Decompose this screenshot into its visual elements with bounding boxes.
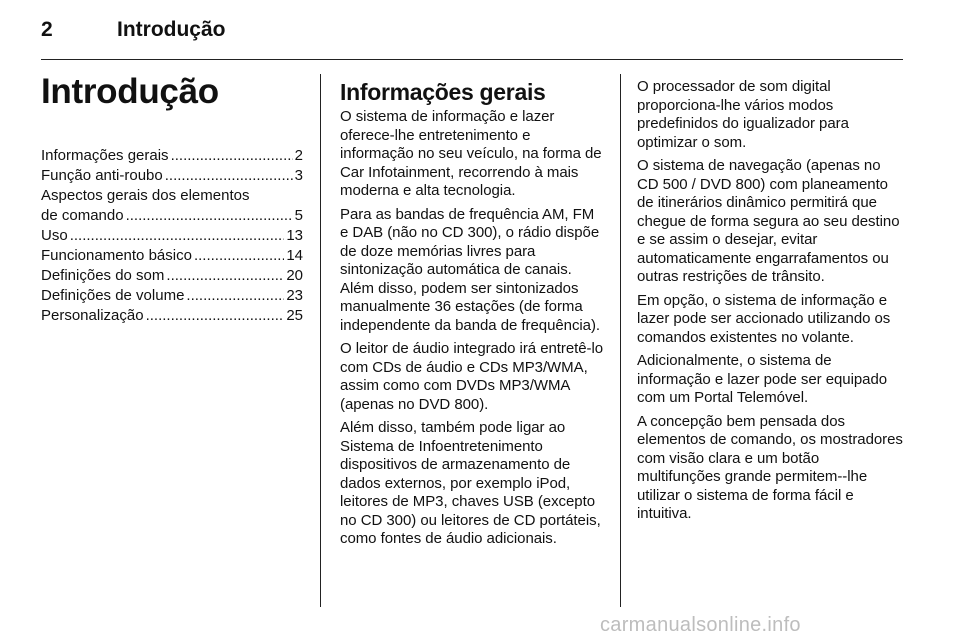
toc-entry-label: Definições do som [41,267,165,284]
toc-entry-label: de comando [41,207,124,224]
toc-entry[interactable] [41,186,303,226]
toc-entry-label: Aspectos gerais dos elementos [41,187,250,204]
header-rule [41,59,903,60]
paragraph: Para as bandas de frequência AM, FM e DAB (não no CD 300), o rádio dispõe de doze memórias livres para sintonização automática de canais. Além disso, podem ser sintonizados manualmente 36 estações (de forma independente da banda de frequência). [340,205,601,334]
page-header [41,18,921,48]
toc-page-number: 3 [294,167,303,184]
table-of-contents [41,146,303,326]
toc-leader-dots [194,246,284,266]
toc-column [41,72,303,326]
toc-entry[interactable] [41,226,303,246]
paragraph: Além disso, também pode ligar ao Sistema de Infoentretenimento dispositivos de armazenamento de dados externos, por exemplo iPod, leitores de MP3, chaves USB (excepto no CD 300) ou leitores de CD portáteis, como fontes de áudio adicionais. [340,419,601,547]
toc-entry-label: Personalização [41,307,144,324]
text-column-middle [340,78,605,554]
paragraph: O sistema de informação e lazer oferece-lhe entretenimento e informação no seu veículo, na forma de Car Infotainment, recorrendo à mais moderna e alta tecnologia. [340,108,602,199]
toc-entry[interactable] [41,246,303,266]
toc-page-number: 2 [294,147,303,164]
toc-leader-dots [166,266,284,286]
paragraph: Em opção, o sistema de informação e lazer pode ser accionado utilizando os comandos existentes no volante. [637,291,891,346]
toc-entry-label: Função anti-roubo [41,167,163,184]
toc-entry-label: Funcionamento básico [41,247,192,264]
toc-entry[interactable] [41,266,303,286]
running-title: Introdução [117,18,226,41]
toc-entry[interactable] [41,286,303,306]
toc-leader-dots [186,286,284,306]
toc-page-number: 5 [294,207,303,224]
toc-page-number: 13 [286,227,303,244]
column-divider-1 [320,74,321,607]
chapter-title: Introdução [41,72,219,111]
paragraph: O processador de som digital proporciona-lhe vários modos predefinidos do igualizador para optimizar o som. [637,78,849,151]
toc-entry-label: Informações gerais [41,147,169,164]
watermark-text: carmanualsonline.info [600,614,801,636]
toc-page-number: 14 [286,247,303,264]
paragraph: O sistema de navegação (apenas no CD 500 / DVD 800) com planeamento de itinerários dinâmico permitirá que chegue de forma segura ao seu destino e se assim o desejar, evitar automaticamente engarrafamentos ou outras restrições de trânsito. [637,157,900,285]
toc-leader-dots [70,226,285,246]
toc-entry[interactable] [41,146,303,166]
paragraph: Adicionalmente, o sistema de informação e lazer pode ser equipado com um Portal Telemóvel. [637,352,888,406]
column-divider-2 [620,74,621,607]
page-number: 2 [41,18,53,41]
toc-leader-dots [146,306,285,326]
section-title: Informações gerais [340,79,546,105]
toc-leader-dots [165,166,293,186]
toc-page-number: 20 [286,267,303,284]
toc-entry[interactable] [41,166,303,186]
toc-entry[interactable] [41,306,303,326]
toc-leader-dots [126,206,293,226]
toc-entry-label: Definições de volume [41,287,185,304]
text-column-right [637,78,905,529]
toc-page-number: 23 [286,287,303,304]
paragraph: O leitor de áudio integrado irá entretê-lo com CDs de áudio e CDs MP3/WMA, assim como com DVDs MP3/WMA (apenas no DVD 800). [340,340,604,413]
toc-leader-dots [171,146,293,166]
paragraph: A concepção bem pensada dos elementos de comando, os mostradores com visão clara e um botão multifunções grande permitem--lhe utilizar o sistema de forma fácil e intuitiva. [637,412,903,522]
toc-entry-label: Uso [41,227,68,244]
toc-page-number: 25 [286,307,303,324]
